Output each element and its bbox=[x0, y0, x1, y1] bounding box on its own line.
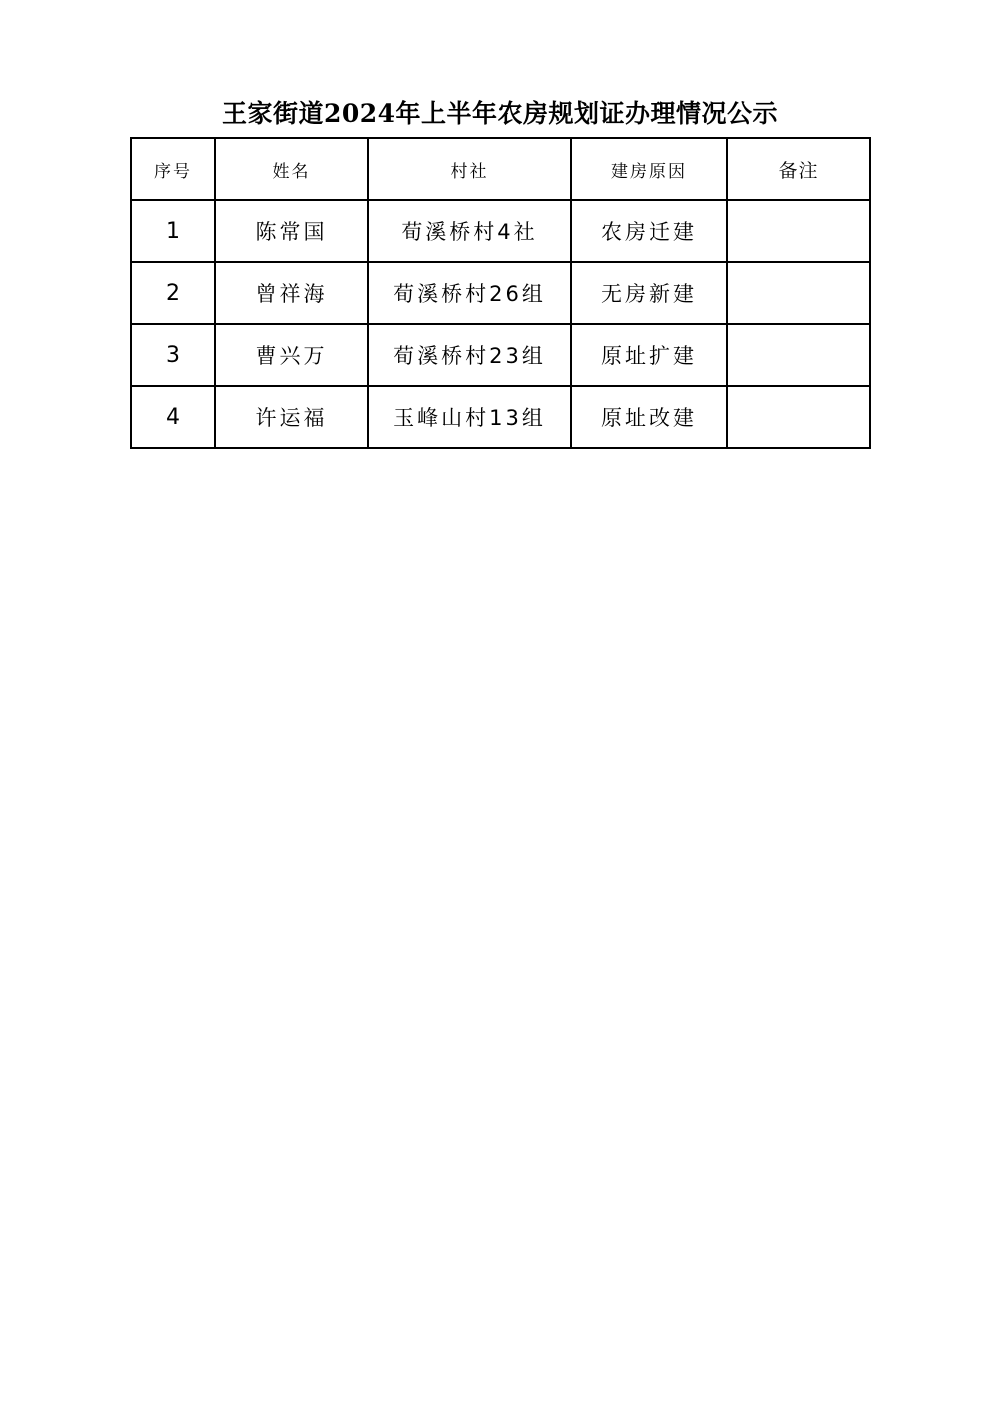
cell-index: 1 bbox=[131, 200, 215, 262]
cell-index: 3 bbox=[131, 324, 215, 386]
header-index: 序号 bbox=[131, 138, 215, 200]
cell-name: 陈常国 bbox=[215, 200, 368, 262]
table-row bbox=[131, 262, 870, 324]
cell-reason: 原址改建 bbox=[571, 386, 727, 448]
cell-reason: 无房新建 bbox=[571, 262, 727, 324]
cell-village: 荀溪桥村4社 bbox=[368, 200, 571, 262]
header-reason: 建房原因 bbox=[571, 138, 727, 200]
cell-remark bbox=[727, 262, 870, 324]
table-row bbox=[131, 324, 870, 386]
cell-name: 曾祥海 bbox=[215, 262, 368, 324]
table-row bbox=[131, 200, 870, 262]
cell-village: 荀溪桥村26组 bbox=[368, 262, 571, 324]
cell-index: 4 bbox=[131, 386, 215, 448]
record-table bbox=[130, 137, 871, 449]
cell-village: 荀溪桥村23组 bbox=[368, 324, 571, 386]
page-title: 王家街道2024年上半年农房规划证办理情况公示 bbox=[221, 99, 779, 128]
cell-name: 曹兴万 bbox=[215, 324, 368, 386]
cell-remark bbox=[727, 386, 870, 448]
table-row bbox=[131, 386, 870, 448]
cell-reason: 原址扩建 bbox=[571, 324, 727, 386]
cell-index: 2 bbox=[131, 262, 215, 324]
cell-village: 玉峰山村13组 bbox=[368, 386, 571, 448]
cell-name: 许运福 bbox=[215, 386, 368, 448]
cell-reason: 农房迁建 bbox=[571, 200, 727, 262]
table-header-row bbox=[131, 138, 870, 200]
header-name: 姓名 bbox=[215, 138, 368, 200]
header-remark: 备注 bbox=[727, 138, 870, 200]
cell-remark bbox=[727, 324, 870, 386]
header-village: 村社 bbox=[368, 138, 571, 200]
cell-remark bbox=[727, 200, 870, 262]
